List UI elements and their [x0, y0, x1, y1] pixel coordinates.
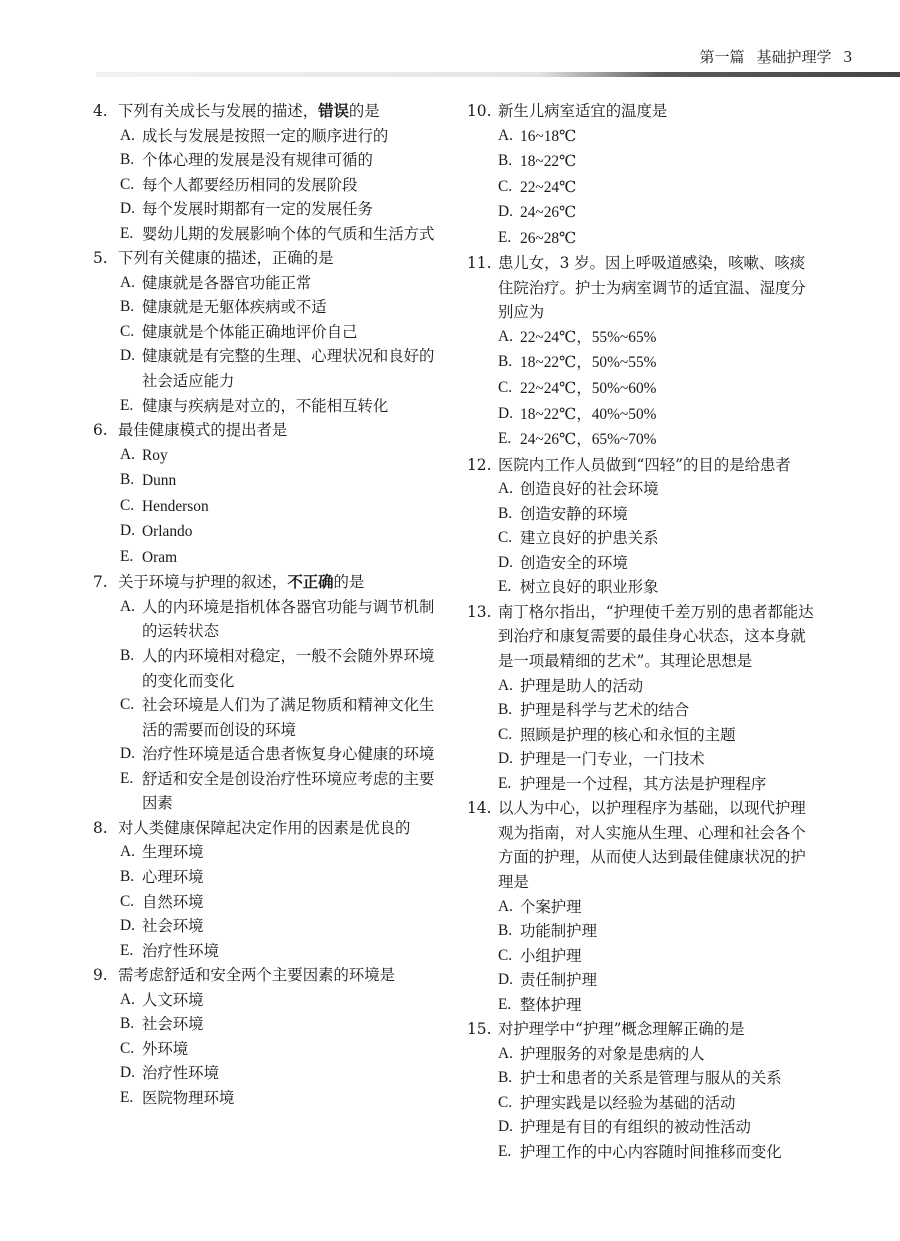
header-rule — [96, 72, 900, 77]
answer-option — [467, 149, 815, 175]
answer-option — [467, 175, 815, 201]
option-letter: B. — [120, 647, 135, 665]
question-stem — [93, 99, 441, 124]
answer-option — [467, 1140, 815, 1165]
answer-option — [93, 914, 441, 939]
answer-option — [93, 443, 441, 469]
question-stem — [93, 963, 441, 988]
option-letter: C. — [120, 696, 135, 714]
option-letter: A. — [120, 843, 135, 861]
option-text: 社会环境 — [142, 917, 204, 936]
option-letter: D. — [120, 745, 135, 763]
answer-option — [93, 320, 441, 345]
option-letter: D. — [498, 203, 513, 221]
answer-option — [93, 767, 441, 816]
option-text: 健康就是各器官功能正常 — [142, 273, 312, 292]
question-text: 南丁格尔指出，“护理使千差万别的患者都能达到治疗和康复需要的最佳身心状态，这本身就是一项最精细的艺术”。其理论思想是 — [498, 602, 814, 671]
option-text: 健康就是有完整的生理、心理状况和良好的社会适应能力 — [142, 347, 435, 391]
option-text: 婴幼儿期的发展影响个体的气质和生活方式 — [142, 224, 435, 243]
question-stem — [467, 600, 815, 674]
option-letter: C. — [120, 1039, 135, 1057]
option-text: Roy — [142, 446, 168, 464]
option-letter: E. — [498, 995, 512, 1013]
option-letter: B. — [120, 298, 135, 316]
question-text: 对护理学中“护理”概念理解正确的是 — [498, 1020, 745, 1039]
option-letter: D. — [120, 200, 135, 218]
option-text: 医院物理环境 — [142, 1088, 235, 1107]
answer-option — [467, 772, 815, 797]
option-text: 成长与发展是按照一定的顺序进行的 — [142, 126, 389, 145]
answer-option — [467, 350, 815, 376]
option-letter: C. — [120, 496, 135, 514]
option-text: 护理是一个过程，其方法是护理程序 — [520, 774, 767, 793]
option-text: 护理是科学与艺术的结合 — [520, 701, 690, 720]
option-text: 人的内环境相对稳定，一般不会随外界环境的变化而变化 — [142, 647, 435, 690]
option-letter: A. — [120, 445, 135, 463]
option-letter: A. — [498, 480, 513, 498]
question-number: 11. — [467, 254, 492, 273]
option-letter: C. — [498, 379, 513, 397]
question — [467, 796, 815, 1017]
option-text: Dunn — [142, 472, 177, 490]
option-letter: B. — [498, 152, 513, 170]
option-text: 心理环境 — [142, 867, 204, 886]
option-letter: A. — [120, 126, 135, 144]
question-number: 12. — [467, 455, 492, 474]
answer-option — [467, 1115, 815, 1140]
option-letter: D. — [120, 1064, 135, 1082]
answer-option — [467, 919, 815, 944]
option-text: 16~18℃ — [520, 127, 577, 145]
option-text: 自然环境 — [142, 892, 204, 911]
option-text: 每个人都要经历相同的发展阶段 — [142, 175, 358, 194]
option-letter: B. — [120, 471, 135, 489]
option-text: 创造安全的环境 — [520, 553, 628, 572]
option-letter: D. — [120, 522, 135, 540]
question-text: 以人为中心，以护理程序为基础，以现代护理观为指南，对人实施从生理、心理和社会各个方面的护理，从而使人达到最佳健康状况的护理是 — [498, 799, 806, 891]
option-text: Oram — [142, 548, 178, 566]
answer-option — [467, 477, 815, 502]
page-number: 3 — [843, 47, 852, 66]
answer-option — [467, 376, 815, 402]
question — [467, 99, 815, 251]
question-stem — [93, 418, 441, 443]
option-letter: B. — [498, 504, 513, 522]
answer-option — [93, 644, 441, 693]
question — [467, 600, 815, 796]
question-stem — [467, 99, 815, 124]
answer-option — [467, 200, 815, 226]
question-number: 14. — [467, 799, 492, 818]
option-letter: C. — [498, 177, 513, 195]
question-text: 医院内工作人员做到“四轻”的目的是给患者 — [498, 455, 791, 474]
option-text: 健康与疾病是对立的，不能相互转化 — [142, 396, 389, 415]
option-letter: B. — [498, 922, 513, 940]
answer-option — [93, 222, 441, 247]
option-text: 22~24℃，55%~65% — [520, 328, 657, 346]
option-letter: E. — [120, 941, 134, 959]
answer-option — [93, 494, 441, 520]
header-part: 第一篇 — [699, 48, 745, 66]
option-letter: B. — [120, 867, 135, 885]
option-text: Orlando — [142, 523, 193, 541]
answer-option — [93, 271, 441, 296]
question — [93, 963, 441, 1110]
question-number: 5. — [93, 249, 108, 268]
option-text: 24~26℃ — [520, 204, 577, 222]
question-text: 下列有关健康的描述，正确的是 — [118, 249, 334, 268]
option-letter: C. — [498, 529, 513, 547]
option-text: 22~24℃，50%~60% — [520, 380, 657, 398]
option-text: 责任制护理 — [520, 971, 597, 990]
question-text: 的是 — [348, 102, 380, 120]
option-letter: A. — [498, 676, 513, 694]
option-letter: B. — [498, 701, 513, 719]
question — [93, 418, 441, 570]
option-letter: E. — [498, 430, 512, 448]
question-stem — [467, 1017, 815, 1042]
answer-option — [467, 895, 815, 920]
answer-option — [93, 148, 441, 173]
question — [93, 570, 441, 815]
option-text: 整体护理 — [520, 995, 582, 1014]
answer-option — [93, 519, 441, 545]
option-text: 社会环境 — [142, 1015, 204, 1034]
option-text: 治疗性环境 — [142, 941, 219, 960]
option-text: 外环境 — [142, 1039, 189, 1058]
question-text: 对人类健康保障起决定作用的因素是优良的 — [118, 818, 411, 837]
question-text: 患儿女，3 岁。因上呼吸道感染，咳嗽、咳痰住院治疗。护士为病室调节的适宜温、湿度分别应为 — [498, 254, 806, 322]
option-text: 照顾是护理的核心和永恒的主题 — [520, 725, 736, 744]
answer-option — [467, 402, 815, 428]
option-letter: E. — [498, 1142, 512, 1160]
option-text: 建立良好的护患关系 — [520, 529, 659, 548]
answer-option — [93, 295, 441, 320]
answer-option — [467, 674, 815, 699]
option-text: 18~22℃，40%~50% — [520, 405, 657, 423]
answer-option — [467, 747, 815, 772]
answer-option — [93, 1061, 441, 1086]
option-text: 创造安静的环境 — [520, 504, 628, 523]
option-letter: D. — [120, 347, 135, 365]
answer-option — [467, 124, 815, 150]
option-letter: E. — [498, 228, 512, 246]
option-letter: A. — [120, 597, 135, 615]
option-letter: E. — [120, 396, 134, 414]
option-text: 健康就是个体能正确地评价自己 — [142, 322, 358, 341]
answer-option — [93, 595, 441, 644]
question-stem — [467, 453, 815, 478]
option-text: 树立良好的职业形象 — [520, 578, 659, 597]
option-text: 护理是助人的活动 — [520, 676, 644, 695]
option-text: 功能制护理 — [520, 922, 597, 941]
answer-option — [93, 394, 441, 419]
option-letter: B. — [498, 353, 513, 371]
right-column — [467, 99, 815, 1165]
option-text: 护理实践是以经验为基础的活动 — [520, 1093, 736, 1112]
option-text: 24~26℃，65%~70% — [520, 431, 657, 449]
running-header — [699, 47, 852, 67]
option-text: 治疗性环境 — [142, 1064, 219, 1083]
option-letter: C. — [498, 946, 513, 964]
question-emphasis: 不正确 — [287, 573, 334, 592]
question-number: 4. — [93, 102, 108, 120]
option-letter: D. — [120, 917, 135, 935]
option-letter: E. — [120, 547, 134, 565]
option-letter: A. — [498, 1044, 513, 1062]
option-text: 护士和患者的关系是管理与服从的关系 — [520, 1069, 782, 1088]
option-text: 护理是有目的有组织的被动性活动 — [520, 1118, 751, 1137]
answer-option — [93, 545, 441, 571]
question-text: 关于环境与护理的叙述， — [118, 573, 288, 592]
question-text: 需考虑舒适和安全两个主要因素的环境是 — [118, 966, 396, 985]
answer-option — [93, 1037, 441, 1062]
question-number: 7. — [93, 573, 108, 592]
question-stem — [467, 796, 815, 894]
option-letter: E. — [498, 578, 512, 596]
question-number: 9. — [93, 966, 108, 985]
question — [93, 246, 441, 418]
answer-option — [93, 988, 441, 1013]
question-text: 最佳健康模式的提出者是 — [118, 421, 288, 440]
answer-option — [467, 226, 815, 252]
answer-option — [467, 698, 815, 723]
question-number: 15. — [467, 1020, 492, 1039]
question — [467, 453, 815, 600]
option-text: 小组护理 — [520, 946, 582, 965]
option-letter: B. — [498, 1069, 513, 1087]
option-letter: B. — [120, 151, 135, 169]
question-text: 的是 — [333, 573, 365, 592]
question-number: 10. — [467, 102, 492, 120]
answer-option — [467, 502, 815, 527]
option-letter: D. — [498, 971, 513, 989]
option-text: 22~24℃ — [520, 178, 577, 196]
option-text: 每个发展时期都有一定的发展任务 — [142, 200, 373, 219]
option-letter: E. — [120, 1088, 134, 1106]
answer-option — [93, 939, 441, 964]
answer-option — [93, 468, 441, 494]
question-number: 13. — [467, 602, 492, 621]
question-stem — [467, 251, 815, 325]
answer-option — [467, 944, 815, 969]
option-letter: C. — [498, 725, 513, 743]
option-text: 舒适和安全是创设治疗性环境应考虑的主要因素 — [142, 769, 435, 813]
option-letter: C. — [120, 175, 135, 193]
option-letter: A. — [120, 273, 135, 291]
option-text: 护理工作的中心内容随时间推移而变化 — [520, 1142, 782, 1161]
option-text: 护理是一门专业，一门技术 — [520, 750, 705, 769]
option-text: 26~28℃ — [520, 229, 577, 247]
question-stem — [93, 816, 441, 841]
answer-option — [467, 1091, 815, 1116]
question — [467, 251, 815, 452]
option-letter: E. — [498, 774, 512, 792]
answer-option — [93, 693, 441, 742]
question-number: 6. — [93, 421, 108, 440]
answer-option — [93, 173, 441, 198]
option-letter: A. — [498, 327, 513, 345]
question-text: 下列有关成长与发展的描述， — [118, 102, 319, 120]
answer-option — [467, 1066, 815, 1091]
question-stem — [93, 570, 441, 595]
option-text: 护理服务的对象是患病的人 — [520, 1044, 705, 1063]
option-text: Henderson — [142, 497, 209, 515]
option-text: 18~22℃ — [520, 153, 577, 171]
answer-option — [467, 1042, 815, 1067]
answer-option — [93, 865, 441, 890]
option-letter: E. — [120, 769, 134, 787]
answer-option — [467, 575, 815, 600]
answer-option — [467, 993, 815, 1018]
header-title: 基础护理学 — [756, 48, 832, 66]
answer-option — [467, 526, 815, 551]
option-letter: A. — [498, 126, 513, 144]
option-text: 创造良好的社会环境 — [520, 480, 659, 499]
option-text: 治疗性环境是适合患者恢复身心健康的环境 — [142, 745, 435, 764]
question-stem — [93, 246, 441, 271]
question-emphasis: 错误 — [318, 102, 349, 120]
answer-option — [467, 325, 815, 351]
option-text: 人的内环境是指机体各器官功能与调节机制的运转状态 — [142, 597, 435, 641]
option-letter: A. — [120, 990, 135, 1008]
option-text: 健康就是无躯体疾病或不适 — [142, 298, 327, 317]
option-letter: D. — [498, 404, 513, 422]
option-letter: E. — [120, 224, 134, 242]
question-text: 新生儿病室适宜的温度是 — [498, 102, 668, 120]
option-letter: D. — [498, 750, 513, 768]
answer-option — [467, 968, 815, 993]
question — [93, 816, 441, 963]
answer-option — [93, 742, 441, 767]
answer-option — [93, 1086, 441, 1111]
option-letter: D. — [498, 1118, 513, 1136]
option-text: 生理环境 — [142, 843, 204, 862]
option-text: 18~22℃，50%~55% — [520, 354, 657, 372]
option-letter: A. — [498, 897, 513, 915]
answer-option — [467, 723, 815, 748]
question-number: 8. — [93, 818, 108, 837]
option-text: 个案护理 — [520, 897, 582, 916]
option-letter: B. — [120, 1015, 135, 1033]
option-letter: C. — [120, 322, 135, 340]
option-letter: D. — [498, 553, 513, 571]
answer-option — [467, 427, 815, 453]
question — [93, 99, 441, 246]
answer-option — [467, 551, 815, 576]
option-text: 个体心理的发展是没有规律可循的 — [142, 151, 373, 170]
option-letter: C. — [120, 892, 135, 910]
answer-option — [93, 344, 441, 393]
option-text: 社会环境是人们为了满足物质和精神文化生活的需要而创设的环境 — [142, 696, 435, 739]
option-text: 人文环境 — [142, 990, 204, 1009]
answer-option — [93, 840, 441, 865]
left-column — [93, 99, 441, 1110]
answer-option — [93, 124, 441, 149]
option-letter: C. — [498, 1093, 513, 1111]
answer-option — [93, 197, 441, 222]
question — [467, 1017, 815, 1164]
answer-option — [93, 1012, 441, 1037]
answer-option — [93, 890, 441, 915]
